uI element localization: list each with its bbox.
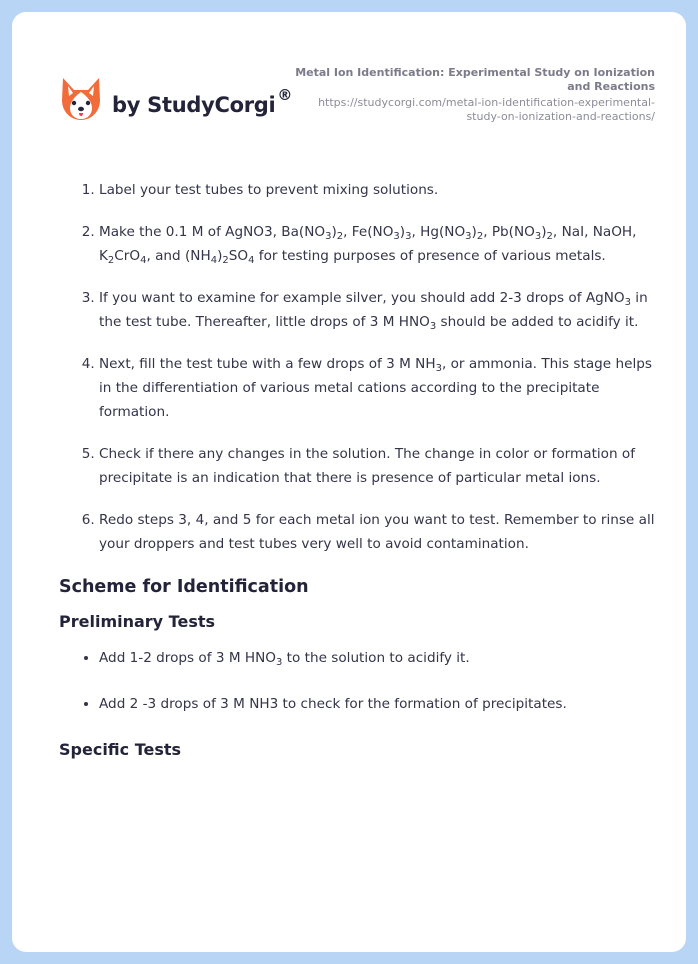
list-item (99, 286, 657, 334)
preliminary-tests-list (59, 646, 657, 716)
text-run: in the test tube. Thereafter, little drops of 3 M HNO (99, 290, 648, 330)
list-item (99, 646, 657, 670)
text-run: Redo steps 3, 4, and 5 for each metal ion you want to test. Remember to rinse all your droppers and test tubes very well to avoid contamination. (99, 512, 655, 552)
text-run: , Pb(NO (483, 224, 535, 240)
subscript: 2 (476, 231, 484, 242)
procedure-steps (59, 178, 657, 556)
text-run: should be added to acidify it. (436, 314, 639, 330)
section-heading: Scheme for Identification (59, 577, 309, 597)
text-run: for testing purposes of presence of various metals. (254, 248, 606, 264)
text-run: ) (217, 248, 223, 264)
text-run: , or ammonia. This stage helps in the differentiation of various metal cations according to the precipitate formation. (99, 356, 652, 420)
text-run: , Fe(NO (343, 224, 394, 240)
text-run: , and (NH (146, 248, 211, 264)
text-run: If you want to examine for example silver, you should add 2-3 drops of AgNO (99, 290, 625, 306)
list-item (99, 352, 657, 424)
text-run: SO (228, 248, 249, 264)
text-run: CrO (114, 248, 141, 264)
list-item (99, 220, 657, 268)
subscript: 2 (336, 231, 344, 242)
document-meta (295, 66, 655, 124)
text-run: ) (399, 224, 406, 240)
document-title: Metal Ion Identification: Experimental Study on Ionization and Reactions (295, 66, 655, 93)
text-run: Label your test tubes to prevent mixing solutions. (99, 182, 439, 198)
list-item (99, 692, 657, 716)
text-run: ) (541, 224, 547, 240)
document-url[interactable]: https://studycorgi.com/metal-ion-identification-experimental-study-on-ionization-and-reactions/ (318, 96, 655, 123)
text-run: Add 1-2 drops of 3 M HNO (99, 650, 276, 666)
subscript: 3 (465, 231, 472, 242)
text-run: Check if there any changes in the solution. The change in color or formation of precipitate is an indication that there is presence of particular metal ions. (99, 446, 636, 486)
text-run: ) (471, 224, 477, 240)
text-run: Make the 0.1 M of AgNO3, Ba(NO (99, 224, 326, 240)
text-run: to the solution to acidify it. (282, 650, 470, 666)
subscript: 2 (546, 231, 553, 242)
document-body (59, 178, 657, 774)
subscript: 3 (393, 231, 400, 242)
text-run: , NaI, NaOH, K (99, 224, 637, 264)
brand-name: by StudyCorgi ® (112, 85, 293, 117)
list-item (99, 442, 657, 490)
studycorgi-logo[interactable] (60, 76, 292, 122)
text-run: Add 2 -3 drops of 3 M NH3 to check for the formation of precipitates. (99, 696, 567, 712)
corgi-head-icon (60, 76, 102, 122)
subscript: 2 (222, 255, 229, 266)
subscript: 4 (210, 255, 218, 266)
subscript: 3 (275, 657, 283, 668)
subscript: 2 (107, 255, 115, 266)
subscript: 4 (140, 255, 147, 266)
document-page (12, 12, 686, 952)
text-run: , Hg(NO (411, 224, 466, 240)
list-item (99, 508, 657, 556)
subsection-heading: Preliminary Tests (59, 612, 216, 631)
subscript: 4 (248, 255, 255, 266)
registered-mark: ® (277, 85, 293, 104)
subscript: 3 (405, 231, 412, 242)
subscript: 3 (325, 231, 332, 242)
subscript: 3 (429, 321, 437, 332)
text-run: Next, fill the test tube with a few drops of 3 M NH (99, 356, 436, 372)
list-item (99, 178, 657, 202)
subscript: 3 (624, 297, 631, 308)
subscript: 3 (534, 231, 542, 242)
subscript: 3 (435, 363, 442, 374)
subsection-heading: Specific Tests (59, 740, 182, 759)
text-run: ) (331, 224, 337, 240)
